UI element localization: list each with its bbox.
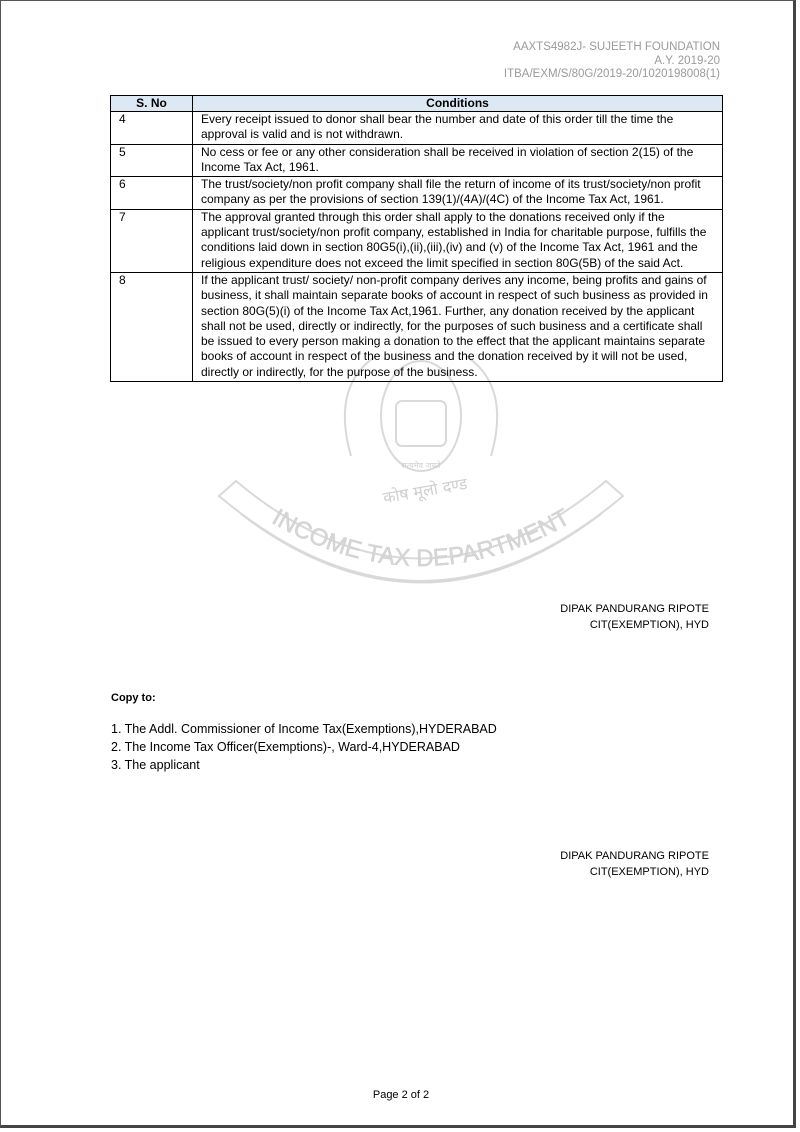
row-condition: No cess or fee or any other consideration shall be received in violation of section 2(15) of the Income Tax Act, 1961.	[193, 144, 723, 177]
row-sno: 4	[111, 112, 193, 145]
list-item: 1. The Addl. Commissioner of Income Tax(Exemptions),HYDERABAD	[111, 722, 497, 736]
table-row	[111, 144, 723, 177]
copy-to-heading: Copy to:	[111, 692, 156, 704]
column-header-sno: S. No	[111, 96, 193, 112]
signature-block	[560, 602, 709, 633]
column-header-conditions: Conditions	[193, 96, 723, 112]
table-row	[111, 112, 723, 145]
row-condition: The trust/society/non profit company shall file the return of income of its trust/society/non profit company as per the provisions of section 139(1)/(4A)/(4C) of the Income Tax Act, 1961.	[193, 177, 723, 210]
signatory-name: DIPAK PANDURANG RIPOTE	[560, 603, 709, 615]
row-sno: 7	[111, 209, 193, 272]
row-condition: The approval granted through this order shall apply to the donations received only if the applicant trust/society/non profit company, established in India for charitable purpose, fulfills the conditions laid down in section 80G5(i),(ii),(iii),(iv) and (v) of the Income Tax Act, 1961 and the religious expenditure does not exceed the limit specified in section 80G(5B) of the said Act.	[193, 209, 723, 272]
conditions-table	[110, 95, 723, 382]
page-number: Page 2 of 2	[372, 1089, 430, 1101]
signatory-name: DIPAK PANDURANG RIPOTE	[560, 850, 709, 862]
table-header-row	[111, 96, 723, 112]
row-condition: If the applicant trust/ society/ non-profit company derives any income, being profits and gains of business, it shall maintain separate books of account in respect of such business as provided in section 80G(5)(i) of the Income Tax Act,1961. Further, any donation received by the applicant shall not be used, directly or indirectly, for the purposes of such business and a certificate shall be issued to every person making a donation to the effect that the applicant maintains separate books of account in respect of the business and the donation received by it will not be used, directly or indirectly, for the purpose of the business.	[193, 272, 723, 381]
copy-to-list	[111, 720, 497, 774]
table-row	[111, 177, 723, 210]
list-item: 2. The Income Tax Officer(Exemptions)-, Ward-4,HYDERABAD	[111, 740, 460, 754]
header-line-reference-number: ITBA/EXM/S/80G/2019-20/1020198008(1)	[503, 68, 720, 80]
watermark-motto: सत्यमेव जयते	[401, 461, 441, 470]
signatory-title: CIT(EXEMPTION), HYD	[589, 618, 709, 631]
watermark-arc-text: INCOME TAX DEPARTMENT	[267, 503, 575, 573]
table-row	[111, 209, 723, 272]
signature-block-copy	[560, 849, 709, 880]
row-condition: Every receipt issued to donor shall bear the number and date of this order till the time the approval is valid and is not withdrawn.	[193, 112, 723, 145]
header-line-pan-name: AAXTS4982J- SUJEETH FOUNDATION	[513, 41, 720, 53]
row-sno: 6	[111, 177, 193, 210]
list-item: 3. The applicant	[111, 758, 200, 772]
income-tax-emblem-watermark	[201, 346, 641, 606]
row-sno: 5	[111, 144, 193, 177]
header-line-assessment-year: A.Y. 2019-20	[654, 54, 720, 67]
signatory-title: CIT(EXEMPTION), HYD	[589, 865, 709, 878]
document-reference	[504, 41, 720, 82]
row-sno: 8	[111, 272, 193, 381]
table-row	[111, 272, 723, 381]
watermark-hindi-text: कोष मूलो दण्ड	[381, 473, 469, 508]
